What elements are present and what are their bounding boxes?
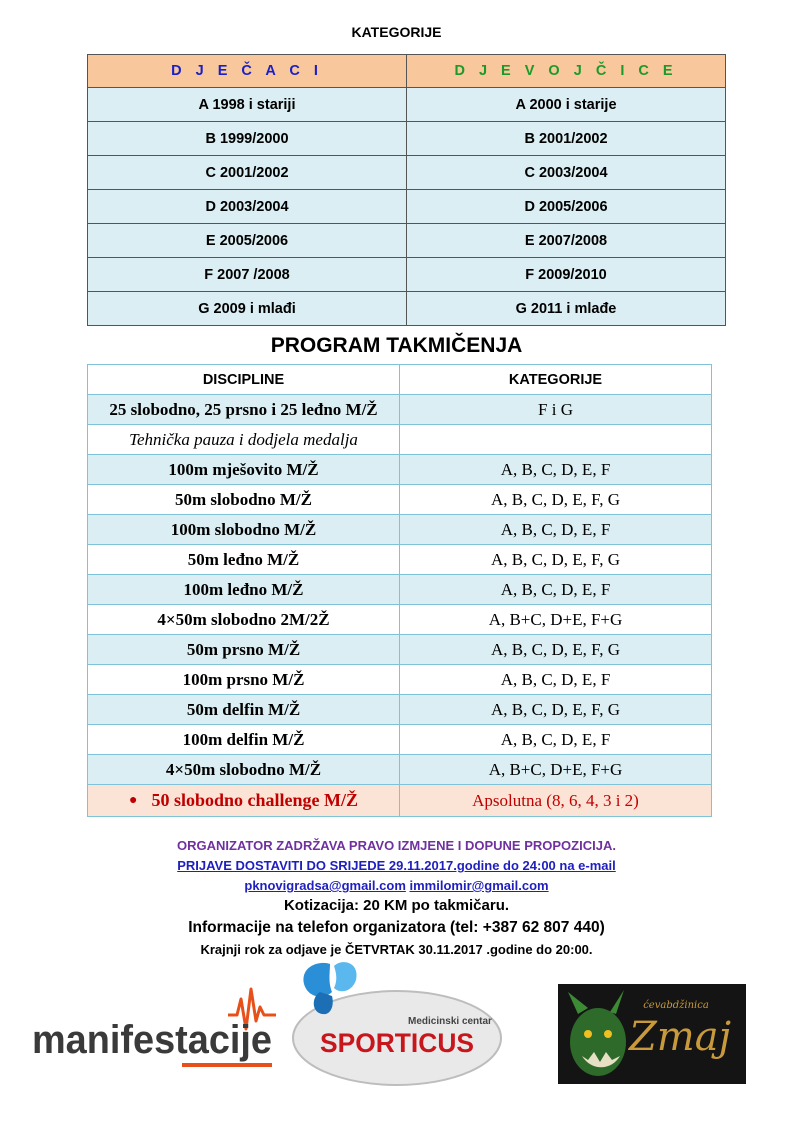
discipline: 50m delfin M/Ž bbox=[88, 695, 400, 725]
boys-category: D 2003/2004 bbox=[88, 190, 407, 224]
discipline-categories: F i G bbox=[400, 395, 712, 425]
discipline-categories: A, B, C, D, E, F bbox=[400, 455, 712, 485]
deadline-note: Krajnji rok za odjave je ČETVRTAK 30.11.2017 .godine do 20:00. bbox=[200, 942, 593, 957]
girls-category: G 2011 i mlađe bbox=[407, 292, 726, 326]
discipline: 4×50m slobodno 2M/2Ž bbox=[88, 605, 400, 635]
discipline bbox=[88, 785, 400, 817]
boys-category: B 1999/2000 bbox=[88, 122, 407, 156]
discipline: 50m prsno M/Ž bbox=[88, 635, 400, 665]
logo-underline bbox=[182, 1063, 272, 1067]
category-row bbox=[88, 156, 726, 190]
girls-category: E 2007/2008 bbox=[407, 224, 726, 258]
phone-info: Informacije na telefon organizatora (tel: +387 62 807 440) bbox=[188, 919, 605, 936]
program-row bbox=[88, 545, 712, 575]
girls-category: D 2005/2006 bbox=[407, 190, 726, 224]
challenge-row bbox=[88, 785, 712, 817]
program-categories-header: KATEGORIJE bbox=[400, 365, 712, 395]
program-row bbox=[88, 515, 712, 545]
categories-title: KATEGORIJE bbox=[351, 24, 442, 40]
program-row bbox=[88, 635, 712, 665]
program-row bbox=[88, 485, 712, 515]
program-row bbox=[88, 695, 712, 725]
email-line bbox=[0, 878, 793, 893]
discipline-categories: A, B+C, D+E, F+G bbox=[400, 755, 712, 785]
boys-category: G 2009 i mlađi bbox=[88, 292, 407, 326]
organizer-note: ORGANIZATOR ZADRŽAVA PRAVO IZMJENE I DOPUNE PROPOZICIJA. bbox=[177, 838, 616, 853]
girls-category: A 2000 i starije bbox=[407, 88, 726, 122]
program-row bbox=[88, 725, 712, 755]
category-row bbox=[88, 224, 726, 258]
discipline-categories: A, B, C, D, E, F, G bbox=[400, 485, 712, 515]
discipline-categories: A, B, C, D, E, F, G bbox=[400, 545, 712, 575]
zmaj-logo bbox=[558, 984, 746, 1084]
boys-category: A 1998 i stariji bbox=[88, 88, 407, 122]
sporticus-logo bbox=[290, 958, 505, 1088]
categories-header-row bbox=[88, 55, 726, 88]
program-row bbox=[88, 665, 712, 695]
program-title: PROGRAM TAKMIČENJA bbox=[270, 334, 523, 357]
girls-category: F 2009/2010 bbox=[407, 258, 726, 292]
discipline-categories: A, B, C, D, E, F bbox=[400, 725, 712, 755]
zmaj-wordmark: Zmaj bbox=[629, 1014, 731, 1060]
email-link-2[interactable]: immilomir@gmail.com bbox=[409, 878, 549, 893]
program-row bbox=[88, 575, 712, 605]
discipline-categories: A, B, C, D, E, F, G bbox=[400, 635, 712, 665]
discipline: 50m slobodno M/Ž bbox=[88, 485, 400, 515]
category-row bbox=[88, 190, 726, 224]
discipline-categories: Apsolutna (8, 6, 4, 3 i 2) bbox=[400, 785, 712, 817]
manifestacije-logo bbox=[32, 985, 277, 1070]
category-row bbox=[88, 122, 726, 156]
registration-link[interactable]: PRIJAVE DOSTAVITI DO SRIJEDE 29.11.2017.godine do 24:00 na e-mail bbox=[177, 858, 616, 873]
bullet-icon: ● bbox=[129, 793, 138, 808]
program-row bbox=[88, 455, 712, 485]
discipline: 100m mješovito M/Ž bbox=[88, 455, 400, 485]
boys-category: C 2001/2002 bbox=[88, 156, 407, 190]
discipline-categories: A, B, C, D, E, F bbox=[400, 665, 712, 695]
girls-header: D J E V O J Č I C E bbox=[407, 55, 726, 88]
category-row bbox=[88, 88, 726, 122]
discipline-categories: A, B+C, D+E, F+G bbox=[400, 605, 712, 635]
email-link-1[interactable]: pknovigradsa@gmail.com bbox=[244, 878, 406, 893]
discipline-categories: A, B, C, D, E, F bbox=[400, 515, 712, 545]
challenge-discipline: 50 slobodno challenge M/Ž bbox=[151, 790, 358, 810]
zmaj-subtitle: ćevabdžinica bbox=[643, 1000, 709, 1011]
discipline: 50m leđno M/Ž bbox=[88, 545, 400, 575]
discipline-categories: A, B, C, D, E, F bbox=[400, 575, 712, 605]
discipline: 100m delfin M/Ž bbox=[88, 725, 400, 755]
discipline-categories: A, B, C, D, E, F, G bbox=[400, 695, 712, 725]
girls-category: B 2001/2002 bbox=[407, 122, 726, 156]
disciplines-header: DISCIPLINE bbox=[88, 365, 400, 395]
program-row bbox=[88, 605, 712, 635]
program-header-row bbox=[88, 365, 712, 395]
discipline: Tehnička pauza i dodjela medalja bbox=[88, 425, 400, 455]
manifestacije-wordmark: manifestacije bbox=[32, 1018, 272, 1062]
discipline: 100m prsno M/Ž bbox=[88, 665, 400, 695]
program-row bbox=[88, 755, 712, 785]
category-row bbox=[88, 258, 726, 292]
program-table bbox=[87, 364, 712, 817]
boys-category: E 2005/2006 bbox=[88, 224, 407, 258]
discipline: 100m slobodno M/Ž bbox=[88, 515, 400, 545]
discipline: 25 slobodno, 25 prsno i 25 leđno M/Ž bbox=[88, 395, 400, 425]
discipline-categories bbox=[400, 425, 712, 455]
discipline: 4×50m slobodno M/Ž bbox=[88, 755, 400, 785]
girls-category: C 2003/2004 bbox=[407, 156, 726, 190]
categories-table bbox=[87, 54, 726, 326]
discipline: 100m leđno M/Ž bbox=[88, 575, 400, 605]
sporticus-wordmark: SPORTICUS bbox=[320, 1028, 474, 1058]
program-row bbox=[88, 425, 712, 455]
sporticus-subtitle: Medicinski centar bbox=[408, 1016, 492, 1027]
category-row bbox=[88, 292, 726, 326]
program-row bbox=[88, 395, 712, 425]
boys-header: D J E Č A C I bbox=[88, 55, 407, 88]
boys-category: F 2007 /2008 bbox=[88, 258, 407, 292]
fee-note: Kotizacija: 20 KM po takmičaru. bbox=[283, 897, 510, 914]
